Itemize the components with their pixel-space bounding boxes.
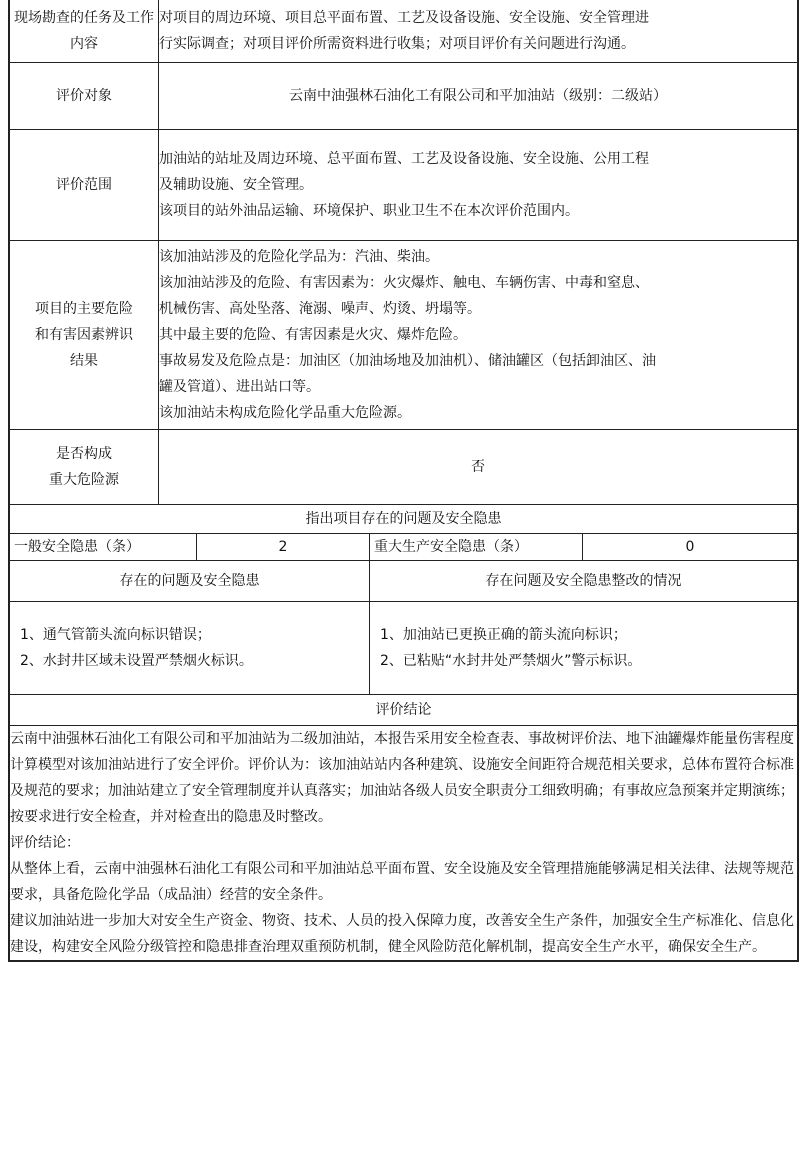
hazards-label-line: 项目的主要危险 [35,301,133,317]
issues-table [9,505,798,561]
general-hazard-label: 一般安全隐患（条） [10,534,197,561]
conclusion-header: 评价结论 [10,695,798,726]
conclusion-paragraph-3: 建议加油站进一步加大对安全生产资金、物资、技术、人员的投入保障力度，改善安全生产条件，加强安全生产标准化、信息化建设，构建安全风险分级管控和隐患排查治理双重预防机制，健全风险防范化解机制，提高安全生产水平，确保安全生产。 [10,913,794,955]
major-hazard-label: 重大生产安全隐患（条） [370,534,583,561]
hazards-line: 其中最主要的危险、有害因素是火灾、爆炸危险。 [159,327,467,343]
evaluation-form [8,0,799,962]
issues-header: 指出项目存在的问题及安全隐患 [10,505,798,534]
label-task: 现场勘查的任务及工作内容 [10,0,159,63]
problems-list [10,602,370,695]
value-object: 云南中油强林石油化工有限公司和平加油站（级别：二级站） [159,63,798,130]
issues-detail-table [9,561,798,961]
issues-content-row [10,602,798,695]
row-hazards [10,241,798,430]
general-hazard-count: 2 [197,534,370,561]
hazards-line: 事故易发及危险点是：加油区（加油场地及加油机）、储油罐区（包括卸油区、油 [159,353,656,369]
task-line: 对项目的周边环境、项目总平面布置、工艺及设备设施、安全设施、安全管理进 [159,10,649,26]
major-label-line: 是否构成 [56,446,112,462]
value-hazards [159,241,798,430]
conclusion-body [10,726,798,961]
task-line: 行实际调查；对项目评价所需资料进行收集；对项目评价有关问题进行沟通。 [159,36,635,52]
hazards-label-line: 结果 [70,353,98,369]
conclusion-header-row [10,695,798,726]
row-scope [10,130,798,241]
hazards-line: 该加油站涉及的危险、有害因素为：火灾爆炸、触电、车辆伤害、中毒和窒息、 [159,275,649,291]
problem-item: 2、水封井区域未设置严禁烟火标识。 [20,653,253,669]
fixes-column-header: 存在问题及安全隐患整改的情况 [370,561,798,602]
hazards-line: 该加油站未构成危险化学品重大危险源。 [159,405,411,421]
issues-header-row [10,505,798,534]
value-task [159,0,798,63]
row-major-hazard [10,430,798,505]
problems-column-header: 存在的问题及安全隐患 [10,561,370,602]
label-object: 评价对象 [10,63,159,130]
fix-item: 1、加油站已更换正确的箭头流向标识； [380,627,627,643]
major-hazard-count: 0 [583,534,798,561]
hazards-line: 罐及管道）、进出站口等。 [159,379,320,395]
row-object [10,63,798,130]
hazards-line: 机械伤害、高处坠落、淹溺、噪声、灼烫、坍塌等。 [159,301,481,317]
label-major-hazard [10,430,159,505]
value-major-hazard: 否 [159,430,798,505]
hazards-line: 该加油站涉及的危险化学品为：汽油、柴油。 [159,249,439,265]
hazards-label-line: 和有害因素辨识 [35,327,133,343]
issues-columns-row [10,561,798,602]
conclusion-paragraph-1: 云南中油强林石油化工有限公司和平加油站为二级加油站，本报告采用安全检查表、事故树评价法、地下油罐爆炸能量伤害程度计算模型对该加油站进行了安全评价。评价认为：该加油站站内各种建筑、设施安全间距符合规范相关要求，总体布置符合标准及规范的要求；加油站建立了安全管理制度并认真落实；加油站各级人员安全职责分工细致明确；有事故应急预案并定期演练；按要求进行安全检查，并对检查出的隐患及时整改。 [10,731,794,825]
value-scope [159,130,798,241]
issues-count-row [10,534,798,561]
row-task [10,0,798,63]
scope-line: 加油站的站址及周边环境、总平面布置、工艺及设备设施、安全设施、公用工程 [159,151,649,167]
conclusion-body-row [10,726,798,961]
label-scope: 评价范围 [10,130,159,241]
info-table [9,0,798,505]
major-label-line: 重大危险源 [49,472,119,488]
scope-line: 该项目的站外油品运输、环境保护、职业卫生不在本次评价范围内。 [159,203,579,219]
fixes-list [370,602,798,695]
conclusion-subheading: 评价结论： [10,835,80,851]
fix-item: 2、已粘贴“水封井处严禁烟火”警示标识。 [380,653,642,669]
scope-line: 及辅助设施、安全管理。 [159,177,313,193]
problem-item: 1、通气管箭头流向标识错误； [20,627,211,643]
conclusion-paragraph-2: 从整体上看，云南中油强林石油化工有限公司和平加油站总平面布置、安全设施及安全管理措施能够满足相关法律、法规等规范要求，具备危险化学品（成品油）经营的安全条件。 [10,861,794,903]
label-hazards [10,241,159,430]
